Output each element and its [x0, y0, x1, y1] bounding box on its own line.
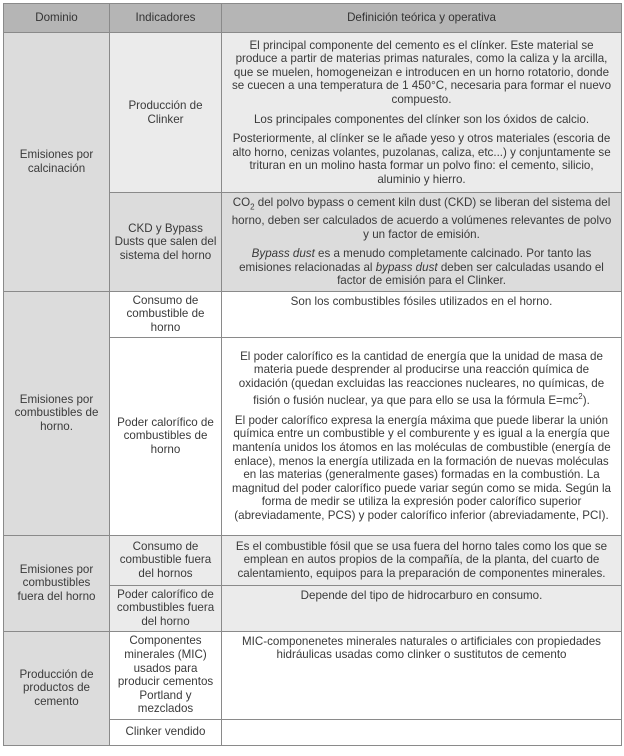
domain-cell: Emisiones por calcinación: [4, 33, 110, 292]
header-indicadores: Indicadores: [110, 4, 222, 33]
definition-paragraph: El principal componente del cemento es el clínker. Este material se produce a partir de materias primas naturales, como la caliza y la arcilla, que se muelen, homogeneizan e introducen en un horno rotatorio, donde se cuecen a una temperatura de 1 450°C, necesaria para formar el nuevo compuesto.: [231, 38, 612, 106]
definition-cell: [222, 193, 622, 292]
domain-cell: Emisiones por combustibles fuera del horno: [4, 535, 110, 631]
superscript: 2: [578, 392, 583, 402]
indicator-cell: Consumo de combustible fuera del hornos: [110, 535, 222, 585]
definition-text: ).: [582, 394, 590, 408]
definition-text: deben ser calculadas usando el factor de emisión para el Clinker.: [337, 260, 604, 288]
definition-paragraph: El poder calorífico expresa la energía máxima que puede liberar la unión química entre un combustible y el comburente y es igual a la energía que mantenía unidos los átomos en las moléculas de combustible (energía de enlace), menos la energía utilizada en la formación de nuevas moléculas en las materias (generalmente gases) formadas en la combustión. La magnitud del poder calorífico puede variar según como se mida. Según la forma de medir se utiliza la expresión poder calorífico superior (abreviadamente, PCS) y poder calorífico inferior (abreviadamente, PCI).: [232, 413, 611, 523]
co2-text: CO: [232, 196, 251, 209]
definition-cell: Es el combustible fósil que se usa fuera del horno tales como los que se emplean en autos propios de la compañía, de la planta, del cuarto de calentamiento, equipos para la preparación de componentes minerales.: [222, 535, 622, 585]
italic-term: bypass dust: [375, 260, 438, 274]
definition-text: del polvo bypass o cement kiln dust (CKD) se liberan del sistema del horno, deben ser calculados de acuerdo a volúmenes relevantes de polvo y un factor de emisión.: [231, 196, 612, 241]
indicator-cell: Poder calorífico de combustibles de horno: [110, 337, 222, 535]
definition-cell: Son los combustibles fósiles utilizados en el horno.: [222, 291, 622, 337]
indicator-cell: Clinker vendido: [110, 719, 222, 745]
definition-text: El poder calorífico es la cantidad de energía que la unidad de masa de materia puede desprender al producirse una reacción química de oxidación (quedan excluidas las reacciones nucleares, no químicas, de fisión o fusión nuclear, ya que para ello se usa la fórmula E=mc: [238, 349, 605, 408]
indicator-cell: CKD y Bypass Dusts que salen del sistema del horno: [110, 193, 222, 292]
table-row: [4, 33, 622, 193]
italic-term: Bypass dust: [251, 247, 315, 261]
header-definicion: Definición teórica y operativa: [222, 4, 622, 33]
definition-paragraph: Posteriormente, al clínker se le añade yeso y otros materiales (escoria de alto horno, cenizas volantes, puzolanas, caliza, etc...) y conjuntamente se trituran en un molino hasta formar un polvo fino: el cemento, silicio, aluminio y hierro.: [232, 132, 611, 186]
definition-paragraph: Los principales componentes del clínker son los óxidos de calcio.: [253, 112, 590, 126]
indicator-cell: Consumo de combustible de horno: [110, 291, 222, 337]
definition-text: es a menudo completamente calcinado. Por tanto las emisiones relacionadas al: [239, 247, 592, 274]
definition-cell: [222, 719, 622, 745]
definition-paragraph: [230, 350, 613, 408]
header-dominio: Dominio: [4, 4, 110, 33]
table-row: [4, 631, 622, 719]
table-row: [4, 291, 622, 337]
domain-cell: Producción de productos de cemento: [4, 631, 110, 745]
definition-paragraph: [230, 196, 613, 241]
table-row: [4, 535, 622, 585]
indicator-cell: Poder calorífico de combustibles fuera del horno: [110, 585, 222, 631]
co2-subscript: 2: [250, 202, 255, 212]
header-row: [4, 4, 622, 33]
definition-cell: [222, 337, 622, 535]
definition-cell: MIC-componenetes minerales naturales o artificiales con propiedades hidráulicas usadas como clinker o sustitutos de cemento: [222, 631, 622, 719]
domain-cell: Emisiones por combustibles de horno.: [4, 291, 110, 535]
definition-cell: [222, 33, 622, 193]
definition-paragraph: [230, 247, 613, 288]
indicator-cell: Producción de Clinker: [110, 33, 222, 193]
definition-cell: Depende del tipo de hidrocarburo en consumo.: [222, 585, 622, 631]
indicators-table: [3, 3, 622, 746]
indicator-cell: Componentes minerales (MIC) usados para producir cementos Portland y mezclados: [110, 631, 222, 719]
